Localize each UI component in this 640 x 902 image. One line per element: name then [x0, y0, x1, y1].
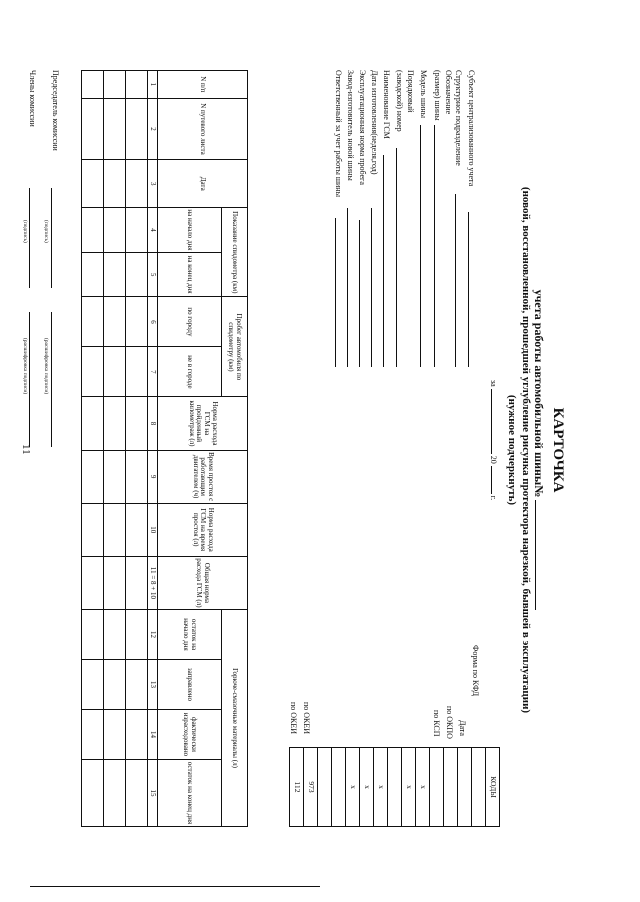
col-number: 2 [148, 98, 158, 160]
col-number: 6 [148, 297, 158, 347]
field-label: Структурное подразделение [454, 70, 463, 166]
col-number: 12 [148, 610, 158, 660]
col-number: 4 [148, 208, 158, 253]
col-number: 5 [148, 252, 158, 297]
header-norm-run: Норма расхода ГСМ на пройденный километраж (л) [158, 397, 248, 450]
members-label: Члены комиссии [28, 70, 37, 127]
col-number: 14 [148, 709, 158, 759]
code-cell: x [416, 748, 430, 827]
code-cell[interactable] [332, 748, 346, 827]
header-speedo-start: на начало дня [158, 208, 222, 253]
col-number: 9 [148, 450, 158, 503]
code-cell: x [360, 748, 374, 827]
code-cell: x [346, 748, 360, 827]
code-cell: x [374, 748, 388, 827]
code-label: по ОКЕИ [302, 702, 311, 735]
main-table [81, 70, 248, 827]
subtitle-text: учета работы автомобильной шины№ [532, 289, 546, 498]
code-cell[interactable] [458, 748, 472, 827]
header-fuel-end: остаток на конец дня [158, 759, 222, 826]
bottom-rule [30, 886, 320, 887]
header-waybill: N путевого листа [158, 98, 248, 160]
header-fuel-start: остаток на начало дня [158, 610, 222, 660]
header-date: Дата [158, 160, 248, 208]
header-mileage: Пробег автомобиля по спидометру (км) [222, 297, 248, 397]
form-title: КАРТОЧКА [550, 407, 566, 493]
header-norm-idle: Норма расхода ГСМ на время простоя (л) [158, 503, 248, 556]
header-fuel-actual: фактически израсходовано [158, 709, 222, 759]
col-number: 15 [148, 759, 158, 826]
period-line [489, 380, 500, 500]
code-cell[interactable] [318, 748, 332, 827]
header-fuel-filled: заправлено [158, 659, 222, 709]
code-label: по ОКЕИ [289, 702, 298, 735]
field-label: Ответственный за учет работы шины [334, 70, 343, 197]
column-numbers [148, 71, 158, 827]
code-label: по КСП [432, 710, 441, 737]
field-label: (заводской) номер [395, 70, 404, 132]
header-mileage-out: не в городе [158, 347, 222, 397]
codes-header: КОДЫ [486, 748, 500, 827]
col-number: 8 [148, 397, 158, 450]
code-label: Дата [458, 720, 467, 736]
field-label: Обозначение [444, 70, 453, 115]
code-cell: 973 [304, 748, 318, 827]
col-number: 3 [148, 160, 158, 208]
field-label: Завод-изготовитель новой шины [346, 70, 355, 181]
col-number: 10 [148, 503, 158, 556]
code-cell[interactable] [472, 748, 486, 827]
subtitle-note: (нужное подчеркнуть) [506, 394, 518, 506]
header-mileage-city: по городу [158, 297, 222, 347]
code-cell[interactable] [388, 748, 402, 827]
codes-table [289, 747, 500, 827]
code-cell: x [402, 748, 416, 827]
page-number: 11 [20, 444, 32, 455]
code-label: по ОКПО [445, 706, 454, 739]
header-idle-time: Время простоя с работающим двигателем (ч) [158, 450, 248, 503]
field-label: Модель шины [419, 70, 428, 119]
caption-decode: (расшифровка подписи) [22, 338, 28, 395]
chair-label: Председатель комиссии [51, 70, 60, 151]
period-year: 20 [489, 455, 498, 464]
subtitle-options: (новой, восстановленной, прошедшей углубление рисунка протектора нарезкой, бывшей в эксплуатации) [520, 186, 532, 714]
period-prefix: за [489, 380, 498, 387]
caption-decode: (расшифровка подписи) [43, 338, 49, 395]
caption-sign: (подпись) [43, 220, 49, 243]
header-fuel: Горюче-смазочные материалы (л) [222, 610, 248, 827]
header-total-norm: Общая норма расхода ГСМ (л) [158, 556, 248, 609]
header-n: N п/п [158, 71, 248, 99]
field-label: (размер) шины [433, 70, 442, 121]
header-speedometer: Показание спидометра (км) [222, 208, 248, 297]
col-number: 13 [148, 659, 158, 709]
table-row [104, 71, 126, 827]
code-cell[interactable] [430, 748, 444, 827]
col-number: 11 = 8 + 10 [148, 556, 158, 609]
field-label: Эксплуатационная норма пробега [358, 70, 367, 185]
col-number: 1 [148, 71, 158, 99]
card-form [22, 70, 570, 830]
field-label: Субъект централизованного учета [467, 70, 476, 187]
table-row [82, 71, 104, 827]
period-suffix: г. [489, 495, 498, 501]
field-label: Дата изготовления(неделя,год) [370, 70, 379, 175]
form-subtitle [531, 70, 546, 830]
caption-sign: (подпись) [22, 220, 28, 243]
header-speedo-end: на конец дня [158, 252, 222, 297]
table-row [126, 71, 148, 827]
field-label: Наименование ГСМ [382, 70, 391, 139]
code-cell[interactable] [444, 748, 458, 827]
field-label: Порядковый [406, 70, 415, 113]
col-number: 7 [148, 347, 158, 397]
code-cell: 112 [290, 748, 304, 827]
code-label: Форма по КФД [471, 645, 480, 697]
